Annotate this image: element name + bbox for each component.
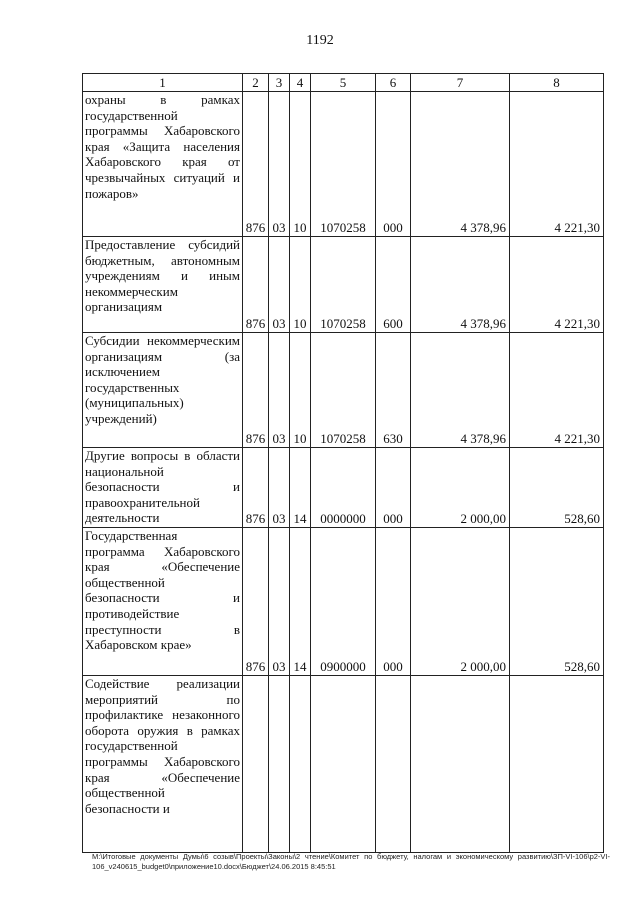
row-name: Предоставление субсидий бюджетным, автономным учреждениям и иным некоммерческим организациям xyxy=(83,237,243,333)
column-header-8: 8 xyxy=(510,74,604,92)
cell-amount-planned: 4 378,96 xyxy=(411,237,510,333)
table-row xyxy=(83,237,604,333)
column-header-6: 6 xyxy=(376,74,411,92)
cell-amount-executed: 4 221,30 xyxy=(510,237,604,333)
column-header-7: 7 xyxy=(411,74,510,92)
row-name: Содействие реализации мероприятий по профилактике незаконного оборота оружия в рамках государственной программы Хабаровского края «Обеспечение общественной безопасности и xyxy=(83,676,243,853)
row-name: Другие вопросы в области национальной безопасности и правоохранительной деятельности xyxy=(83,448,243,528)
cell-expense-type: 000 xyxy=(376,448,411,528)
column-header-2: 2 xyxy=(243,74,269,92)
row-name: Субсидии некоммерческим организациям (за исключением государственных (муниципальных) учреждений) xyxy=(83,333,243,448)
cell-amount-planned: 2 000,00 xyxy=(411,448,510,528)
table-row xyxy=(83,333,604,448)
cell-expense-type: 630 xyxy=(376,333,411,448)
column-header-3: 3 xyxy=(269,74,290,92)
cell-target-article: 1070258 xyxy=(311,92,376,237)
cell-ministry: 876 xyxy=(243,237,269,333)
cell-amount-executed: 4 221,30 xyxy=(510,92,604,237)
cell-ministry: 876 xyxy=(243,528,269,676)
cell-ministry xyxy=(243,676,269,853)
cell-target-article: 1070258 xyxy=(311,237,376,333)
cell-amount-executed: 528,60 xyxy=(510,448,604,528)
budget-table xyxy=(82,73,604,853)
cell-amount-executed: 4 221,30 xyxy=(510,333,604,448)
cell-section: 03 xyxy=(269,528,290,676)
cell-expense-type xyxy=(376,676,411,853)
cell-amount-planned: 4 378,96 xyxy=(411,92,510,237)
cell-target-article: 1070258 xyxy=(311,333,376,448)
column-header-5: 5 xyxy=(311,74,376,92)
row-name: Государственная программа Хабаровского края «Обеспечение общественной безопасности и противодействие преступности в Хабаровском крае» xyxy=(83,528,243,676)
cell-amount-planned: 4 378,96 xyxy=(411,333,510,448)
cell-ministry: 876 xyxy=(243,333,269,448)
cell-subsection: 14 xyxy=(290,528,311,676)
cell-section: 03 xyxy=(269,448,290,528)
cell-ministry: 876 xyxy=(243,92,269,237)
cell-subsection: 10 xyxy=(290,333,311,448)
table-row xyxy=(83,92,604,237)
file-path-footer: M:\Итоговые документы Думы\6 созыв\Проекты\Законы\2 чтение\Комитет по бюджету, налогам и экономическому развитию\ЗП-VI-106\р2-VI-106_v240615_budget0\приложение10.docx\Бюджет\24.06.2015 8:45:51 xyxy=(92,852,610,871)
cell-subsection: 10 xyxy=(290,237,311,333)
row-name: охраны в рамках государственной программы Хабаровского края «Защита населения Хабаровского края от чрезвычайных ситуаций и пожаров» xyxy=(83,92,243,237)
column-header-1: 1 xyxy=(83,74,243,92)
cell-section: 03 xyxy=(269,237,290,333)
cell-subsection: 14 xyxy=(290,448,311,528)
cell-amount-planned xyxy=(411,676,510,853)
cell-expense-type: 000 xyxy=(376,92,411,237)
cell-amount-planned: 2 000,00 xyxy=(411,528,510,676)
table-row xyxy=(83,676,604,853)
cell-amount-executed: 528,60 xyxy=(510,528,604,676)
cell-target-article: 0900000 xyxy=(311,528,376,676)
cell-target-article xyxy=(311,676,376,853)
table-row xyxy=(83,528,604,676)
cell-target-article: 0000000 xyxy=(311,448,376,528)
cell-section: 03 xyxy=(269,92,290,237)
cell-subsection xyxy=(290,676,311,853)
cell-ministry: 876 xyxy=(243,448,269,528)
table-header-row xyxy=(83,74,604,92)
cell-section: 03 xyxy=(269,333,290,448)
page-number: 1192 xyxy=(306,33,334,48)
cell-expense-type: 000 xyxy=(376,528,411,676)
table-row xyxy=(83,448,604,528)
cell-subsection: 10 xyxy=(290,92,311,237)
cell-section xyxy=(269,676,290,853)
column-header-4: 4 xyxy=(290,74,311,92)
cell-expense-type: 600 xyxy=(376,237,411,333)
cell-amount-executed xyxy=(510,676,604,853)
